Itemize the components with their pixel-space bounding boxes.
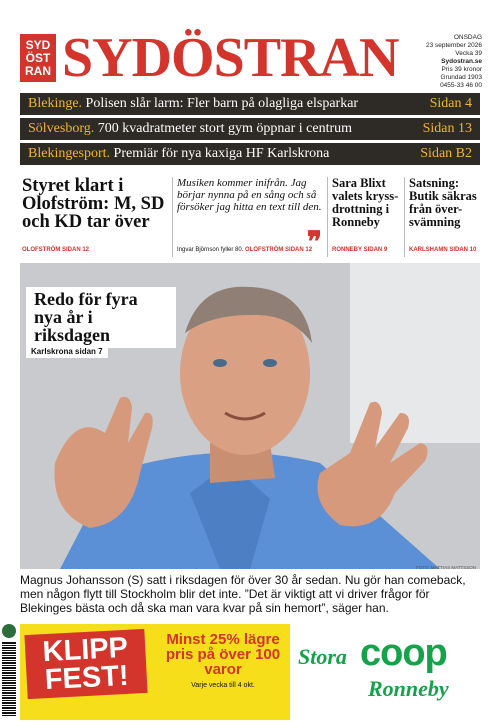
ecolabel-icon <box>2 624 16 638</box>
main-caption: Magnus Johansson (S) satt i riksdagen för över 30 år sedan. Nu gör han comeback, men någon flytt till Stockholm blir det inte. ”Det är viktigt att vi driver frågor för Blekinges bästa och då ska man vara kvar på sin hemort”, säger han. <box>20 573 466 615</box>
puff-title: Satsning: Butik säkras från över-svämning <box>409 176 477 229</box>
issue-date: 23 september 2026 <box>425 42 482 49</box>
puff-ronneby[interactable] <box>327 177 399 257</box>
teaser-text <box>28 121 352 137</box>
puff-title: Sara Blixt valets kryss-drottning i Ronneby <box>332 176 399 229</box>
puff-page-ref: RONNEBY SIDAN 9 <box>332 247 388 253</box>
teaser-kicker: Blekinge. <box>28 96 83 111</box>
photo-credit: FOTO: MATTIAS MATTSSON <box>415 565 476 569</box>
teaser-item[interactable] <box>20 93 480 115</box>
logo-line-3: RAN <box>25 63 51 78</box>
main-headline[interactable]: Redo för fyra nya år i riksdagen <box>26 287 176 348</box>
puff-page-ref: OLOFSTRÖM SIDAN 12 <box>22 247 90 253</box>
founded-year: Grundad 1903 <box>440 74 482 81</box>
teaser-item[interactable] <box>20 118 480 140</box>
teaser-item[interactable] <box>20 143 480 165</box>
ad-stora: Stora <box>298 644 347 669</box>
teaser-page: Sidan 4 <box>429 96 472 111</box>
issue-meta <box>424 34 482 90</box>
puff-page-ref: KARLSHAMN SIDAN 10 <box>409 247 477 253</box>
puff-page-ref-label: OLOFSTRÖM SIDAN 12 <box>245 247 313 253</box>
main-page-ref: Karlskrona sidan 7 <box>26 345 108 358</box>
teaser-headline: Polisen slår larm: Fler barn på olagliga elsparkar <box>82 96 359 111</box>
puff-olofstrom-politics[interactable] <box>22 177 168 257</box>
ad-offer-note: Varje vecka till 4 okt. <box>191 682 255 689</box>
ad-offer-text: Minst 25% lägre pris på över 100 varor <box>165 631 281 678</box>
coop-logo: coop <box>360 632 447 674</box>
barcode-icon <box>2 642 16 716</box>
teaser-kicker: Sölvesborg. <box>28 121 95 136</box>
teaser-text <box>28 96 358 112</box>
teaser-page: Sidan B2 <box>420 146 472 161</box>
teaser-text <box>28 146 329 162</box>
teaser-headline: Premiär för nya kaxiga HF Karlskrona <box>110 146 330 161</box>
ad-brand-panel <box>290 624 480 720</box>
teaser-headline: 700 kvadratmeter stort gym öppnar i centrum <box>94 121 353 136</box>
teaser-list <box>20 93 480 168</box>
phone-number: 0455-33 46 00 <box>440 82 482 89</box>
issue-week: Vecka 39 <box>455 50 482 57</box>
quote-mark-icon: ❞ <box>306 227 322 258</box>
newspaper-logo[interactable] <box>20 34 56 82</box>
teaser-kicker: Blekingesport. <box>28 146 111 161</box>
coop-advertisement[interactable] <box>20 624 480 720</box>
barcode-area <box>2 624 18 720</box>
puff-page-ref <box>177 247 312 253</box>
issue-day: ONSDAG <box>453 34 482 41</box>
puff-byline: Ingvar Björnson fyller 80. <box>177 247 244 253</box>
puff-title: Styret klart i Olofström: M, SD och KD tar över <box>22 176 165 232</box>
main-photo[interactable] <box>20 263 480 569</box>
puff-karlshamn[interactable] <box>404 177 480 257</box>
puff-quote[interactable] <box>172 177 322 257</box>
site-link[interactable]: Sydostran.se <box>441 58 482 65</box>
puff-row <box>20 177 480 257</box>
teaser-page: Sidan 13 <box>422 121 472 136</box>
issue-price: Pris 39 kronor <box>441 66 482 73</box>
klipp-fest-badge: KLIPP FEST! <box>24 629 147 699</box>
logo-line-2: ÖST <box>25 50 51 65</box>
puff-quote-text: Musiken kommer inifrån. Jag börjar nynna på en sång och så försöker jag hitta en text till den. <box>177 177 322 213</box>
ad-store-location: Ronneby <box>368 676 449 701</box>
logo-line-1: SYD <box>25 37 51 52</box>
brand-name[interactable]: SYDÖSTRAN <box>62 27 399 89</box>
ad-offer-panel <box>20 624 290 720</box>
masthead <box>20 27 482 89</box>
